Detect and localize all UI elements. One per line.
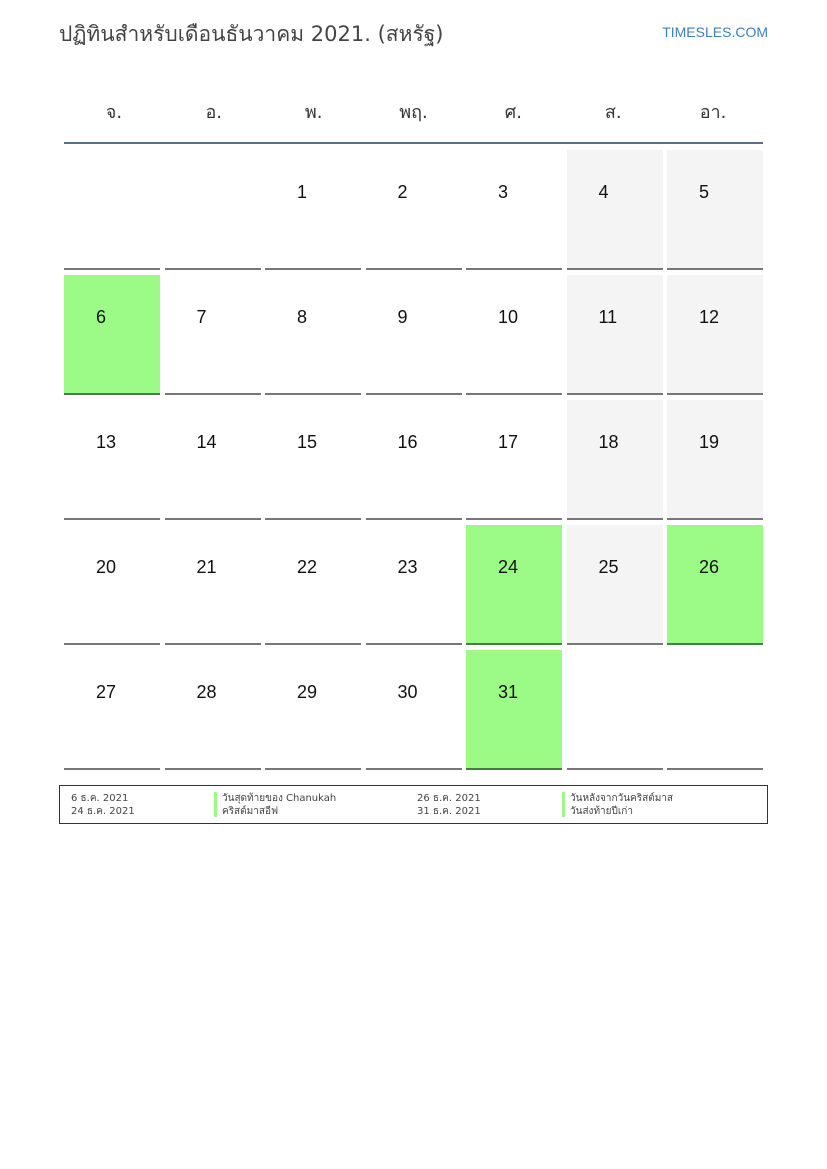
day-number: 7 — [196, 307, 207, 327]
weekday-tue: อ. — [205, 101, 223, 123]
day-number: 30 — [397, 682, 418, 702]
day-number: 28 — [196, 682, 217, 702]
calendar-day-cell[interactable] — [64, 525, 160, 645]
calendar-day-cell[interactable] — [165, 650, 261, 770]
calendar-empty-cell — [567, 650, 663, 770]
calendar-day-cell[interactable] — [265, 400, 361, 520]
legend-holiday-name: วันหลังจากวันคริสต์มาส — [570, 793, 674, 804]
weekday-wed: พ. — [304, 101, 323, 123]
calendar-day-cell[interactable] — [667, 150, 763, 270]
calendar-day-cell[interactable] — [265, 275, 361, 395]
day-number: 23 — [397, 557, 418, 577]
calendar-day-cell[interactable] — [165, 525, 261, 645]
day-number: 1 — [297, 182, 308, 202]
calendar-day-cell[interactable] — [366, 400, 462, 520]
legend-holiday-name: วันสุดท้ายของ Chanukah — [222, 793, 337, 804]
legend-date: 24 ธ.ค. 2021 — [71, 806, 135, 817]
calendar-day-cell[interactable] — [64, 650, 160, 770]
legend-color-bar — [214, 792, 217, 817]
day-number: 18 — [598, 432, 619, 452]
calendar-day-cell[interactable] — [667, 525, 763, 645]
legend-dates-left — [71, 792, 135, 818]
calendar-day-cell[interactable] — [265, 150, 361, 270]
calendar-day-cell[interactable] — [366, 650, 462, 770]
day-number: 14 — [196, 432, 217, 452]
calendar-day-cell[interactable] — [265, 525, 361, 645]
day-number: 31 — [498, 682, 519, 702]
day-number: 27 — [96, 682, 117, 702]
calendar-empty-cell — [667, 650, 763, 770]
calendar-day-cell[interactable] — [466, 525, 562, 645]
day-number: 19 — [699, 432, 720, 452]
calendar-day-cell[interactable] — [667, 400, 763, 520]
day-number: 11 — [598, 307, 618, 327]
weekday-sun: อา. — [699, 101, 727, 123]
legend-names-right — [570, 792, 673, 818]
calendar-day-cell[interactable] — [165, 400, 261, 520]
day-number: 15 — [297, 432, 318, 452]
calendar-day-cell[interactable] — [567, 525, 663, 645]
calendar-day-cell[interactable] — [567, 275, 663, 395]
weekday-header-row — [64, 80, 763, 144]
calendar-day-cell[interactable] — [567, 400, 663, 520]
calendar-empty-cell — [64, 150, 160, 270]
day-number: 5 — [699, 182, 710, 202]
calendar-day-cell[interactable] — [366, 150, 462, 270]
calendar-day-cell[interactable] — [265, 650, 361, 770]
page-title: ปฏิทินสำหรับเดือนธันวาคม 2021. (สหรัฐ) — [59, 22, 444, 46]
legend-date: 26 ธ.ค. 2021 — [417, 793, 481, 804]
legend-dates-right — [417, 792, 481, 818]
legend-date: 31 ธ.ค. 2021 — [417, 806, 481, 817]
legend-color-bar — [562, 792, 565, 817]
calendar-day-cell[interactable] — [466, 275, 562, 395]
calendar-day-cell[interactable] — [466, 650, 562, 770]
day-number: 10 — [498, 307, 519, 327]
day-number: 16 — [397, 432, 418, 452]
legend-holiday-name: วันส่งท้ายปีเก่า — [570, 806, 633, 817]
day-number: 8 — [297, 307, 308, 327]
legend-date: 6 ธ.ค. 2021 — [71, 793, 129, 804]
weekday-fri: ศ. — [504, 101, 522, 123]
calendar-day-cell[interactable] — [466, 400, 562, 520]
day-number: 3 — [498, 182, 509, 202]
calendar-empty-cell — [165, 150, 261, 270]
calendar-day-cell[interactable] — [64, 400, 160, 520]
calendar-day-cell[interactable] — [366, 525, 462, 645]
day-number: 21 — [196, 557, 217, 577]
calendar-day-cell[interactable] — [165, 275, 261, 395]
holiday-legend — [59, 785, 768, 824]
calendar-day-cell[interactable] — [466, 150, 562, 270]
day-number: 20 — [96, 557, 117, 577]
day-number: 26 — [699, 557, 720, 577]
day-number: 4 — [598, 182, 609, 202]
day-number: 12 — [699, 307, 720, 327]
legend-names-left — [222, 792, 336, 818]
day-number: 25 — [598, 557, 619, 577]
weekday-sat: ส. — [604, 101, 622, 123]
calendar-day-cell[interactable] — [667, 275, 763, 395]
weekday-thu: พฤ. — [399, 101, 428, 123]
day-number: 29 — [297, 682, 318, 702]
day-number: 9 — [397, 307, 408, 327]
weekday-mon: จ. — [105, 101, 123, 123]
legend-holiday-name: คริสต์มาสอีฟ — [222, 806, 279, 817]
calendar-day-cell[interactable] — [567, 150, 663, 270]
day-number: 17 — [498, 432, 519, 452]
day-number: 6 — [96, 307, 107, 327]
day-number: 22 — [297, 557, 318, 577]
calendar-day-cell[interactable] — [64, 275, 160, 395]
day-number: 13 — [96, 432, 117, 452]
brand-link[interactable]: TIMESLES.COM — [662, 24, 768, 40]
calendar-grid — [64, 150, 763, 770]
day-number: 24 — [498, 557, 519, 577]
day-number: 2 — [397, 182, 408, 202]
calendar-day-cell[interactable] — [366, 275, 462, 395]
